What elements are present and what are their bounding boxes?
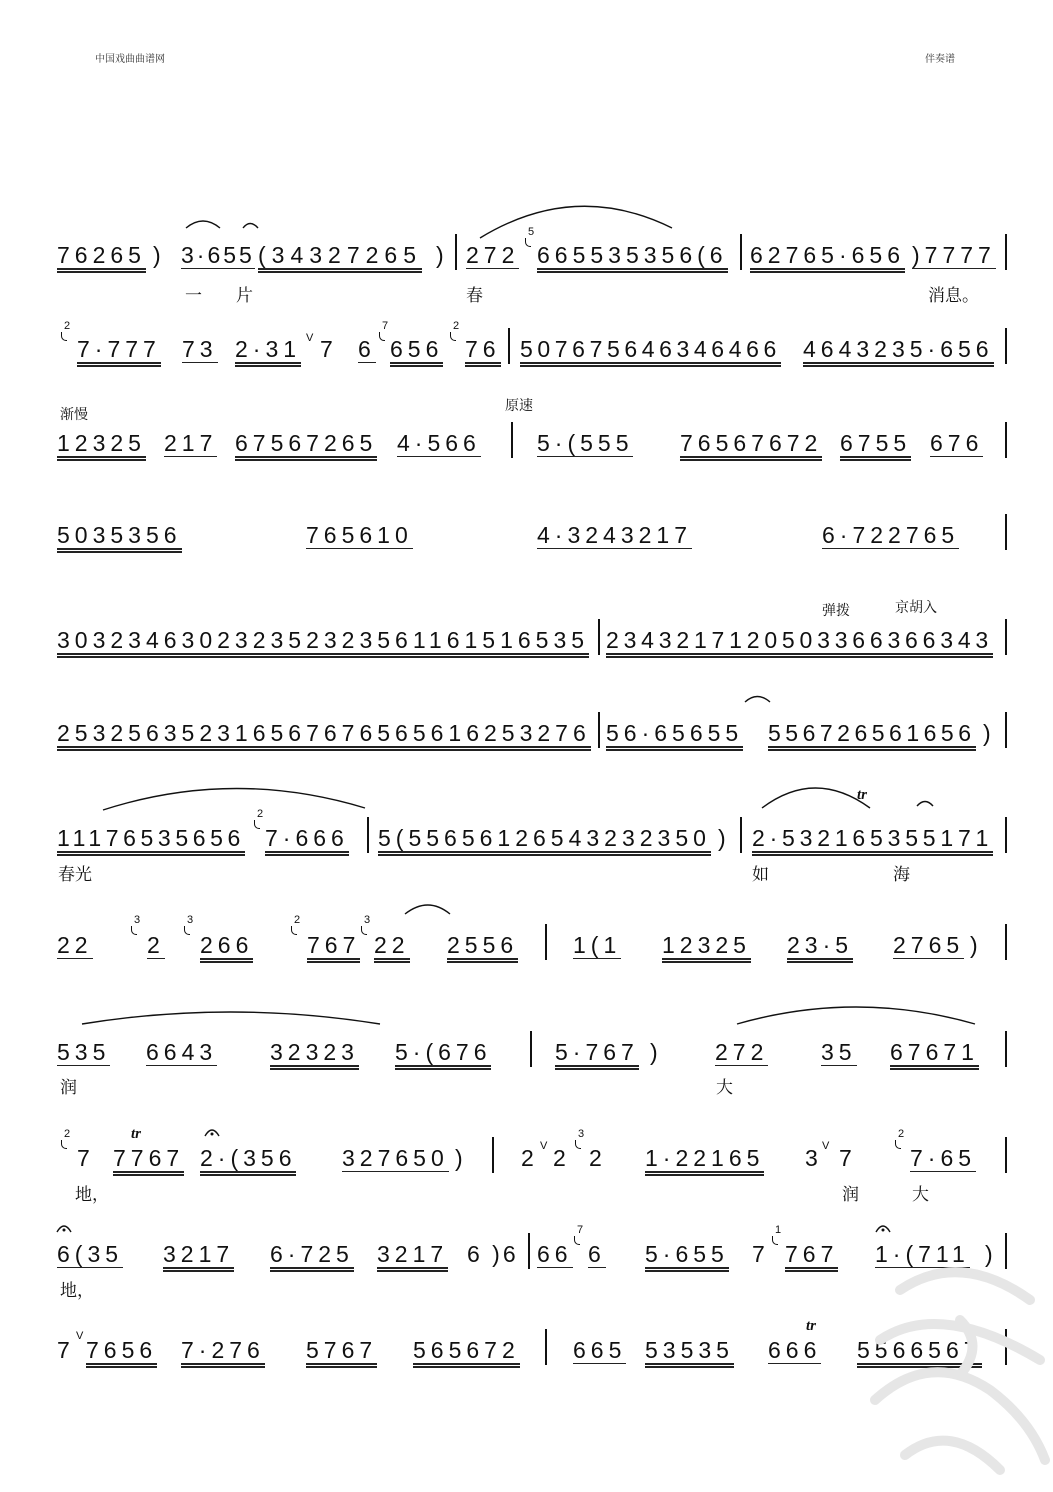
note-group: ) <box>153 242 166 268</box>
note-group: 5035356 <box>57 522 182 553</box>
lyric: 地， <box>75 1185 109 1205</box>
note-group: 5(55656126543232350 <box>378 825 711 856</box>
score-type: 伴奏谱 <box>925 54 955 65</box>
note-group: 7 <box>320 336 338 362</box>
trill-mark: tr <box>131 1126 142 1142</box>
breath-mark: V <box>306 332 314 344</box>
note-group: 676 <box>930 430 984 456</box>
grace-note: 2 <box>294 914 301 926</box>
note-group: 6 <box>588 1241 606 1267</box>
grace-note: 2 <box>257 808 264 820</box>
note-group: 62765·656 <box>750 242 905 273</box>
note-group: 3217 <box>377 1241 448 1272</box>
note-group: ) <box>983 720 996 746</box>
note-group: 665535356(6 <box>537 242 728 273</box>
slur <box>103 788 365 810</box>
note-group: 2556 <box>447 932 518 963</box>
note-group: 303234630232352323561161516535 <box>57 627 589 658</box>
grace-note: 2 <box>64 320 71 332</box>
slur <box>480 206 672 238</box>
note-group: 2343217120503366366343 <box>606 627 993 658</box>
note-group: 4·3243217 <box>537 522 692 548</box>
slur <box>243 224 258 229</box>
trill-mark: tr <box>806 1318 817 1334</box>
note-group: 507675646346466 <box>520 336 781 367</box>
grace-note: 1 <box>775 1224 782 1236</box>
slur <box>405 905 450 914</box>
note-group: 67671 <box>890 1039 979 1070</box>
fermata-dot <box>882 1229 885 1232</box>
note-group: 1·(711 <box>875 1241 970 1267</box>
note-group: 2·532165355171 <box>752 825 993 856</box>
note-group: )7777 <box>912 242 996 268</box>
note-group: 7·666 <box>265 825 349 856</box>
note-group: 6 )6 <box>467 1241 519 1267</box>
note-group: 2 <box>589 1145 607 1171</box>
note-group: 767 <box>307 932 360 963</box>
note-group: 5·(676 <box>395 1039 491 1070</box>
note-group: 76567672 <box>680 430 822 461</box>
note-group: 1·22165 <box>645 1145 764 1176</box>
note-group: 3·655 <box>181 242 255 268</box>
note-group: 7 <box>57 1337 75 1363</box>
note-group: 535 <box>57 1039 111 1065</box>
note-group: 3217 <box>163 1241 234 1272</box>
note-group: 56·65655 <box>606 720 743 751</box>
tempo-marking: 渐慢 <box>60 407 88 423</box>
note-group: 7656 <box>86 1337 157 1368</box>
note-group: 73 <box>182 336 218 362</box>
slur <box>82 1012 380 1024</box>
note-group: 4643235·656 <box>803 336 994 367</box>
note-group: 7 <box>77 1145 95 1171</box>
grace-note: 2 <box>898 1128 905 1140</box>
lyric: 海 <box>893 865 910 885</box>
grace-note: 3 <box>134 914 141 926</box>
note-group: 2·(356 <box>200 1145 296 1176</box>
note-group: 6643 <box>146 1039 218 1065</box>
grace-note: 3 <box>364 914 371 926</box>
note-group: 217 <box>164 430 218 456</box>
note-group: 12325 <box>57 430 146 461</box>
note-group: 11176535656 <box>57 825 245 856</box>
fermata-dot <box>211 1133 214 1136</box>
lyric: 春 <box>466 286 483 306</box>
note-group: 35 <box>821 1039 857 1065</box>
slur <box>762 788 870 808</box>
note-group: 7·276 <box>181 1337 265 1368</box>
slur <box>745 697 770 703</box>
note-group: 6·725 <box>270 1241 354 1272</box>
note-group: 253256352316567676565616253276 <box>57 720 591 751</box>
note-group: 53535 <box>645 1337 734 1368</box>
grace-note: 5 <box>528 226 535 238</box>
note-group: 6(35 <box>57 1241 124 1267</box>
lyric: 一 <box>185 286 202 306</box>
note-group: 76265 <box>57 242 146 273</box>
note-group: 1(1 <box>573 932 622 958</box>
watermark-logo <box>875 1272 1045 1470</box>
lyric: 地， <box>60 1281 94 1301</box>
note-group: ) <box>436 242 449 268</box>
note-group: 5566567 <box>857 1337 982 1368</box>
note-group: ) <box>650 1039 663 1065</box>
note-group: ) <box>718 825 731 851</box>
note-group: 266 <box>200 932 253 963</box>
note-group: 656 <box>390 336 443 367</box>
note-group: 7·777 <box>77 336 161 367</box>
tempo-marking: 原速 <box>505 398 533 414</box>
note-group: 767 <box>785 1241 838 1272</box>
note-group: 6 <box>358 336 376 362</box>
note-group: 76 <box>465 336 501 367</box>
note-group: 565672 <box>413 1337 520 1368</box>
note-group: 765610 <box>306 522 413 548</box>
note-group: 7 <box>839 1145 857 1171</box>
note-group: 7767 <box>113 1145 184 1176</box>
grace-note: 7 <box>577 1224 584 1236</box>
note-group: 327650 <box>342 1145 449 1171</box>
note-group: 666 <box>768 1337 822 1363</box>
trill-mark: tr <box>857 787 868 803</box>
note-group: ) <box>455 1145 468 1171</box>
site-name: 中国戏曲曲谱网 <box>95 54 165 65</box>
note-group: 32323 <box>270 1039 359 1070</box>
note-group: 3 <box>805 1145 823 1171</box>
breath-mark: V <box>76 1330 84 1342</box>
instrument-cue: 弹拨 <box>822 603 850 619</box>
note-group: 2765 <box>893 932 965 958</box>
slur <box>186 221 220 228</box>
slur <box>737 1007 975 1024</box>
note-group: 5·(555 <box>537 430 634 456</box>
note-group: (34327265 <box>258 242 422 273</box>
lyric: 大 <box>912 1185 929 1205</box>
lyric: 春光 <box>58 865 92 885</box>
fermata-dot <box>63 1229 66 1232</box>
note-group: 272 <box>466 242 520 268</box>
grace-note: 2 <box>453 320 460 332</box>
note-group: 7·65 <box>910 1145 977 1171</box>
note-group: 2 <box>521 1145 539 1171</box>
note-group: ) <box>985 1241 998 1267</box>
lyric: 润 <box>842 1185 859 1205</box>
note-group: 23·5 <box>787 932 853 963</box>
note-group: 5767 <box>306 1337 377 1368</box>
grace-note: 3 <box>578 1128 585 1140</box>
note-group: 66 <box>537 1241 573 1267</box>
lyric: 润 <box>60 1078 77 1098</box>
note-group: 2 <box>147 932 165 958</box>
instrument-cue: 京胡入 <box>895 600 937 616</box>
breath-mark: V <box>822 1140 830 1152</box>
note-group: 2·31 <box>235 336 301 367</box>
note-group: 5·767 <box>555 1039 639 1070</box>
lyric: 片 <box>236 286 253 306</box>
note-group: ) <box>970 932 983 958</box>
lyric: 大 <box>716 1078 733 1098</box>
lyric: 消息。 <box>928 286 979 306</box>
breath-mark: V <box>540 1140 548 1152</box>
note-group: 665 <box>573 1337 627 1363</box>
slur <box>917 802 933 807</box>
note-group: 556726561656 <box>768 720 976 751</box>
note-group: 22 <box>57 932 93 958</box>
note-group: 22 <box>374 932 410 963</box>
grace-note: 3 <box>187 914 194 926</box>
note-group: 4·566 <box>397 430 481 456</box>
lyric: 如 <box>752 865 769 885</box>
note-group: 6755 <box>840 430 911 461</box>
note-group: 12325 <box>662 932 751 963</box>
note-group: 67567265 <box>235 430 377 461</box>
note-group: 5·655 <box>645 1241 729 1272</box>
note-group: 2 <box>553 1145 571 1171</box>
note-group: 7 <box>752 1241 770 1267</box>
note-group: 272 <box>715 1039 769 1065</box>
grace-note: 2 <box>64 1128 71 1140</box>
note-group: 6·722765 <box>822 522 960 548</box>
grace-note: 7 <box>382 320 389 332</box>
